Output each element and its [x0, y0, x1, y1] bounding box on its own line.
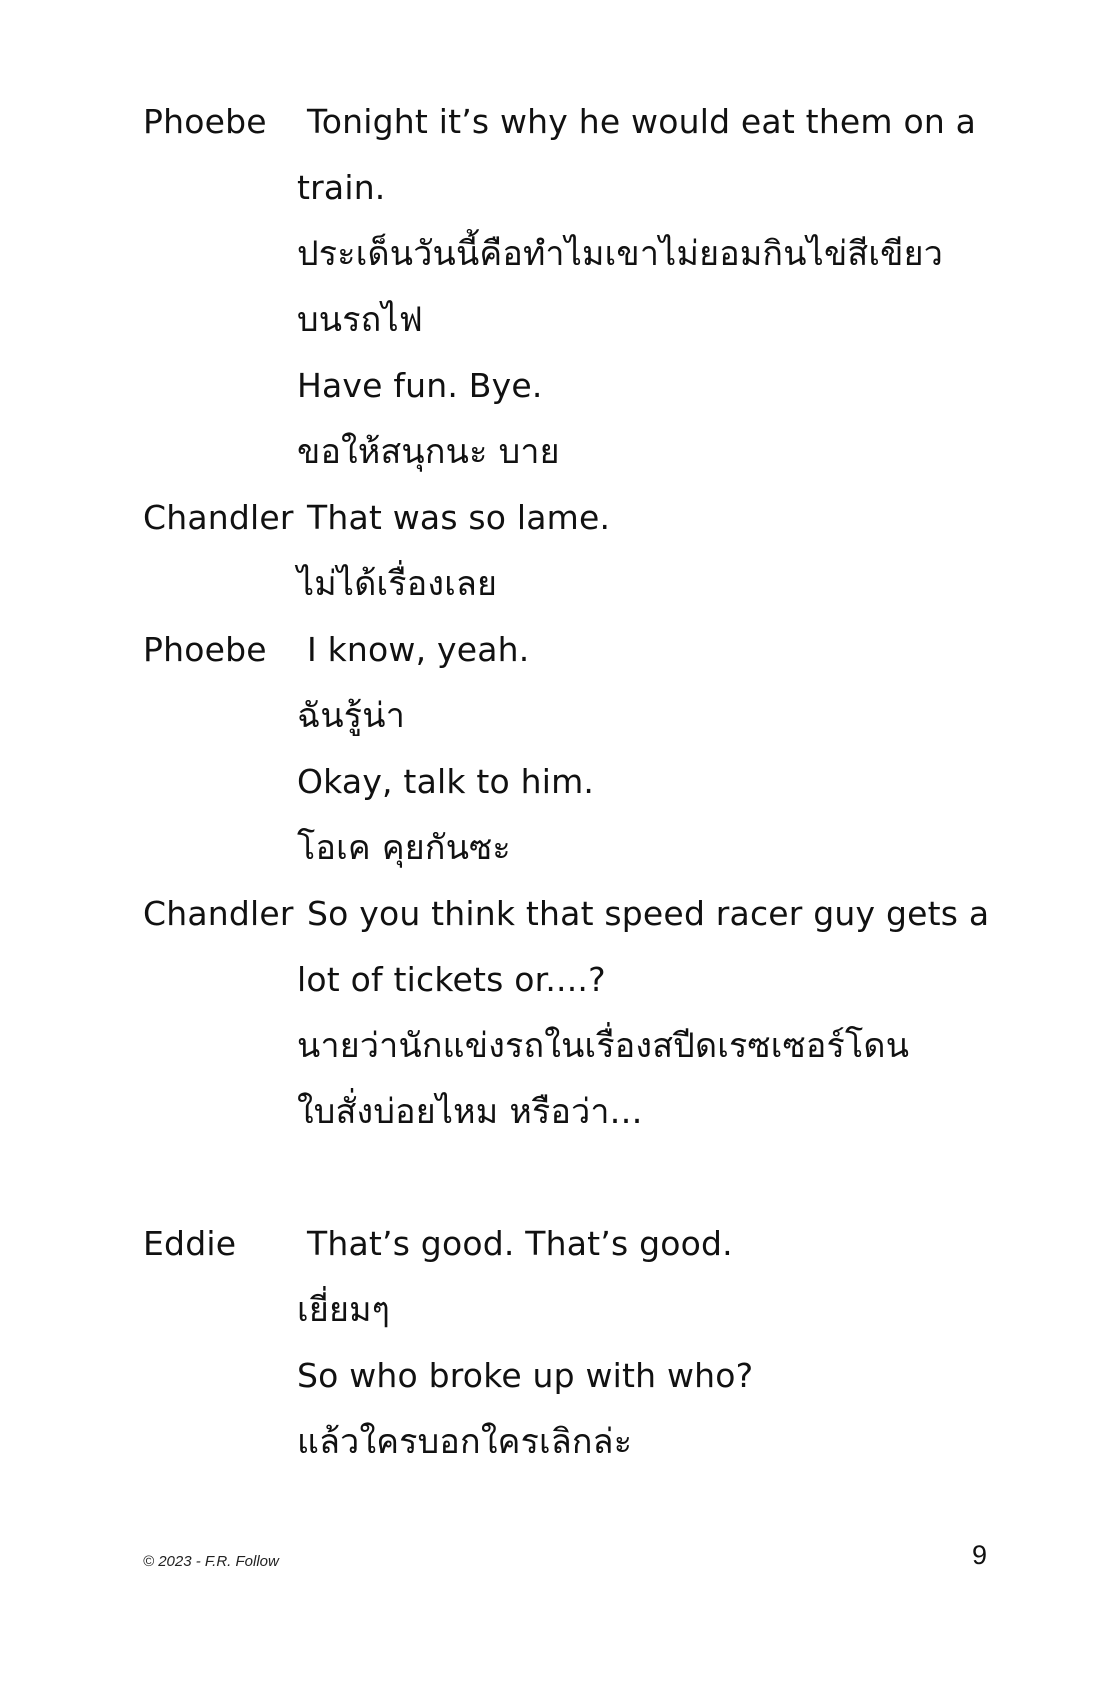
dialogue-translation: ขอให้สนุกนะ บาย — [297, 432, 560, 472]
copyright-notice: © 2023 - F.R. Follow — [143, 1553, 279, 1570]
dialogue-translation: นายว่านักแข่งรถในเรื่องสปีดเรซเซอร์โดน — [297, 1026, 910, 1066]
speaker-name: Chandler — [143, 894, 294, 933]
dialogue-translation: แล้วใครบอกใครเลิกล่ะ — [297, 1422, 633, 1462]
dialogue-translation: เยี่ยมๆ — [297, 1290, 391, 1330]
dialogue-line: So who broke up with who? — [297, 1356, 754, 1395]
page-number: 9 — [972, 1540, 988, 1570]
dialogue-translation: ประเด็นวันนี้คือทำไมเขาไม่ยอมกินไข่สีเขียว — [297, 234, 944, 274]
dialogue-line: lot of tickets or....? — [297, 960, 606, 999]
speaker-name: Phoebe — [143, 102, 267, 141]
dialogue-line: train. — [297, 168, 386, 207]
speaker-name: Phoebe — [143, 630, 267, 669]
dialogue-translation: ใบสั่งบ่อยไหม หรือว่า... — [297, 1092, 643, 1132]
dialogue-line: Okay, talk to him. — [297, 762, 595, 801]
dialogue-translation: โอเค คุยกันซะ — [297, 828, 511, 868]
speaker-name: Eddie — [143, 1224, 237, 1263]
speaker-name: Chandler — [143, 498, 294, 537]
dialogue-line: I know, yeah. — [307, 630, 530, 669]
dialogue-translation: ฉันรู้น่า — [297, 696, 405, 736]
dialogue-line: Tonight it’s why he would eat them on a — [307, 102, 977, 141]
dialogue-translation: ไม่ได้เรื่องเลย — [297, 564, 498, 604]
dialogue-line: That was so lame. — [307, 498, 611, 537]
dialogue-line: Have fun. Bye. — [297, 366, 543, 405]
dialogue-line: So you think that speed racer guy gets a — [307, 894, 990, 933]
dialogue-line: That’s good. That’s good. — [307, 1224, 733, 1263]
dialogue-translation: บนรถไฟ — [297, 300, 424, 340]
